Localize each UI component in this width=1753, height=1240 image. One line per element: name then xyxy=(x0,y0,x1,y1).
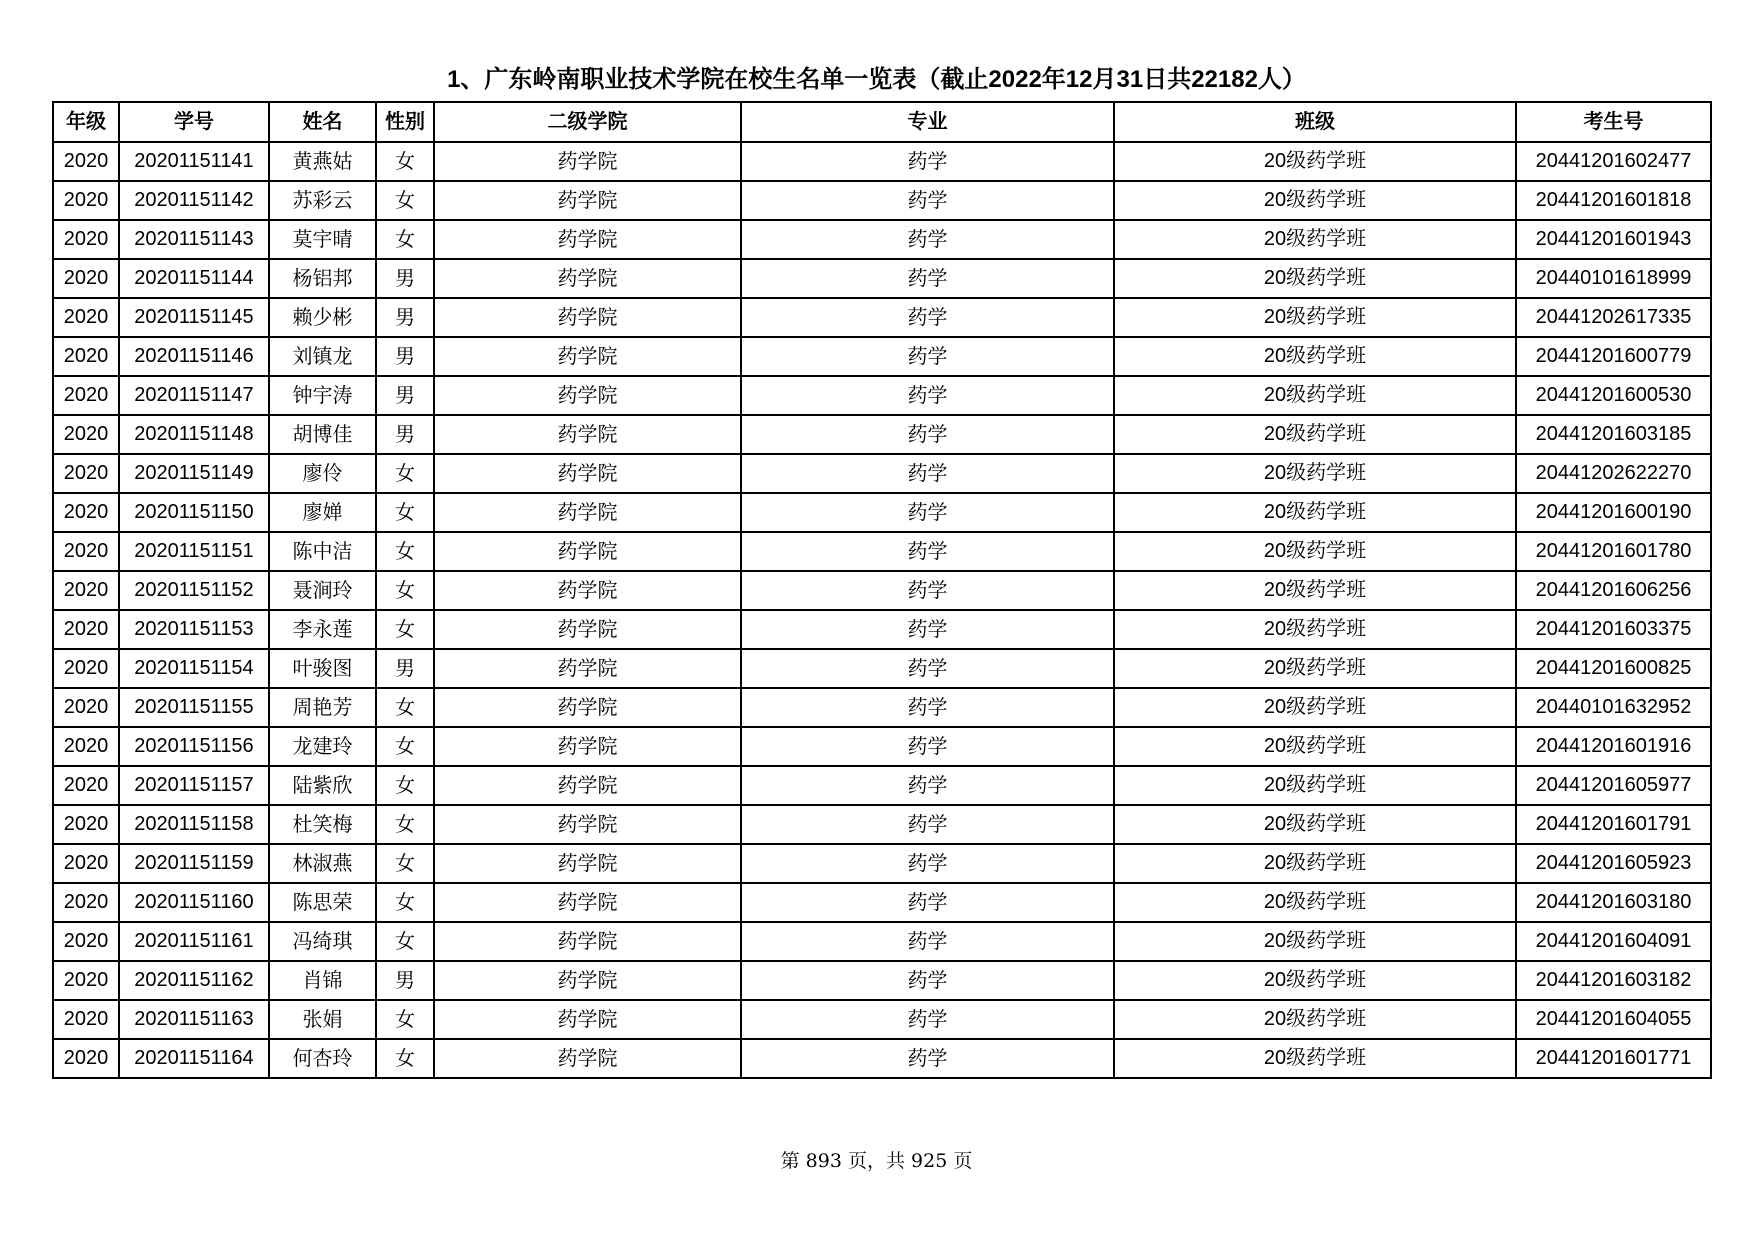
student-id-cell: 20201151162 xyxy=(119,961,269,1000)
name-cell: 黄燕姑 xyxy=(269,142,376,181)
gender-cell: 女 xyxy=(376,1000,434,1039)
class-cell: 20级药学班 xyxy=(1114,181,1516,220)
gender-cell: 女 xyxy=(376,493,434,532)
major-cell: 药学 xyxy=(741,298,1114,337)
student-id-cell: 20201151159 xyxy=(119,844,269,883)
student-id-cell: 20201151155 xyxy=(119,688,269,727)
major-cell: 药学 xyxy=(741,220,1114,259)
name-cell: 莫宇晴 xyxy=(269,220,376,259)
student-id-cell: 20201151157 xyxy=(119,766,269,805)
college-cell: 药学院 xyxy=(434,142,741,181)
major-cell: 药学 xyxy=(741,532,1114,571)
college-cell: 药学院 xyxy=(434,961,741,1000)
header-major: 专业 xyxy=(741,102,1114,142)
exam-number-cell: 20441201601818 xyxy=(1516,181,1711,220)
grade-cell: 2020 xyxy=(53,259,119,298)
table-row xyxy=(53,142,1711,181)
gender-cell: 女 xyxy=(376,454,434,493)
grade-cell: 2020 xyxy=(53,337,119,376)
class-cell: 20级药学班 xyxy=(1114,493,1516,532)
table-row xyxy=(53,961,1711,1000)
class-cell: 20级药学班 xyxy=(1114,532,1516,571)
college-cell: 药学院 xyxy=(434,571,741,610)
header-student-id: 学号 xyxy=(119,102,269,142)
grade-cell: 2020 xyxy=(53,649,119,688)
class-cell: 20级药学班 xyxy=(1114,259,1516,298)
major-cell: 药学 xyxy=(741,649,1114,688)
student-id-cell: 20201151142 xyxy=(119,181,269,220)
table-row xyxy=(53,688,1711,727)
table-row xyxy=(53,1039,1711,1078)
name-cell: 周艳芳 xyxy=(269,688,376,727)
table-header-row xyxy=(53,102,1711,142)
exam-number-cell: 20441201601943 xyxy=(1516,220,1711,259)
gender-cell: 女 xyxy=(376,727,434,766)
exam-number-cell: 20441201603375 xyxy=(1516,610,1711,649)
gender-cell: 女 xyxy=(376,688,434,727)
class-cell: 20级药学班 xyxy=(1114,376,1516,415)
gender-cell: 男 xyxy=(376,649,434,688)
gender-cell: 女 xyxy=(376,766,434,805)
student-id-cell: 20201151158 xyxy=(119,805,269,844)
exam-number-cell: 20441201604091 xyxy=(1516,922,1711,961)
college-cell: 药学院 xyxy=(434,337,741,376)
college-cell: 药学院 xyxy=(434,454,741,493)
gender-cell: 男 xyxy=(376,259,434,298)
college-cell: 药学院 xyxy=(434,298,741,337)
table-row xyxy=(53,727,1711,766)
major-cell: 药学 xyxy=(741,181,1114,220)
exam-number-cell: 20441201602477 xyxy=(1516,142,1711,181)
grade-cell: 2020 xyxy=(53,493,119,532)
major-cell: 药学 xyxy=(741,1000,1114,1039)
gender-cell: 女 xyxy=(376,844,434,883)
name-cell: 廖伶 xyxy=(269,454,376,493)
student-id-cell: 20201151141 xyxy=(119,142,269,181)
college-cell: 药学院 xyxy=(434,259,741,298)
name-cell: 龙建玲 xyxy=(269,727,376,766)
class-cell: 20级药学班 xyxy=(1114,298,1516,337)
gender-cell: 女 xyxy=(376,142,434,181)
exam-number-cell: 20441201601916 xyxy=(1516,727,1711,766)
exam-number-cell: 20441201600190 xyxy=(1516,493,1711,532)
exam-number-cell: 20441201600530 xyxy=(1516,376,1711,415)
name-cell: 杨铝邦 xyxy=(269,259,376,298)
student-id-cell: 20201151152 xyxy=(119,571,269,610)
gender-cell: 男 xyxy=(376,415,434,454)
exam-number-cell: 20440101632952 xyxy=(1516,688,1711,727)
grade-cell: 2020 xyxy=(53,142,119,181)
name-cell: 陆紫欣 xyxy=(269,766,376,805)
grade-cell: 2020 xyxy=(53,1039,119,1078)
gender-cell: 男 xyxy=(376,298,434,337)
gender-cell: 女 xyxy=(376,571,434,610)
gender-cell: 男 xyxy=(376,337,434,376)
grade-cell: 2020 xyxy=(53,220,119,259)
name-cell: 叶骏图 xyxy=(269,649,376,688)
gender-cell: 女 xyxy=(376,1039,434,1078)
class-cell: 20级药学班 xyxy=(1114,610,1516,649)
grade-cell: 2020 xyxy=(53,181,119,220)
student-id-cell: 20201151144 xyxy=(119,259,269,298)
name-cell: 陈中洁 xyxy=(269,532,376,571)
header-grade: 年级 xyxy=(53,102,119,142)
header-name: 姓名 xyxy=(269,102,376,142)
major-cell: 药学 xyxy=(741,610,1114,649)
class-cell: 20级药学班 xyxy=(1114,220,1516,259)
college-cell: 药学院 xyxy=(434,1000,741,1039)
name-cell: 冯绮琪 xyxy=(269,922,376,961)
gender-cell: 女 xyxy=(376,883,434,922)
major-cell: 药学 xyxy=(741,1039,1114,1078)
table-row xyxy=(53,493,1711,532)
grade-cell: 2020 xyxy=(53,454,119,493)
college-cell: 药学院 xyxy=(434,688,741,727)
grade-cell: 2020 xyxy=(53,727,119,766)
college-cell: 药学院 xyxy=(434,376,741,415)
grade-cell: 2020 xyxy=(53,415,119,454)
college-cell: 药学院 xyxy=(434,922,741,961)
major-cell: 药学 xyxy=(741,415,1114,454)
student-id-cell: 20201151147 xyxy=(119,376,269,415)
major-cell: 药学 xyxy=(741,259,1114,298)
college-cell: 药学院 xyxy=(434,766,741,805)
table-row xyxy=(53,610,1711,649)
table-row xyxy=(53,883,1711,922)
major-cell: 药学 xyxy=(741,727,1114,766)
college-cell: 药学院 xyxy=(434,844,741,883)
major-cell: 药学 xyxy=(741,493,1114,532)
grade-cell: 2020 xyxy=(53,298,119,337)
grade-cell: 2020 xyxy=(53,883,119,922)
major-cell: 药学 xyxy=(741,805,1114,844)
grade-cell: 2020 xyxy=(53,844,119,883)
table-row xyxy=(53,532,1711,571)
name-cell: 杜笑梅 xyxy=(269,805,376,844)
table-row xyxy=(53,454,1711,493)
grade-cell: 2020 xyxy=(53,376,119,415)
grade-cell: 2020 xyxy=(53,532,119,571)
college-cell: 药学院 xyxy=(434,181,741,220)
grade-cell: 2020 xyxy=(53,571,119,610)
college-cell: 药学院 xyxy=(434,727,741,766)
grade-cell: 2020 xyxy=(53,610,119,649)
table-row xyxy=(53,337,1711,376)
exam-number-cell: 20441201604055 xyxy=(1516,1000,1711,1039)
class-cell: 20级药学班 xyxy=(1114,142,1516,181)
class-cell: 20级药学班 xyxy=(1114,649,1516,688)
exam-number-cell: 20441201600779 xyxy=(1516,337,1711,376)
exam-number-cell: 20441201603185 xyxy=(1516,415,1711,454)
table-row xyxy=(53,922,1711,961)
table-row xyxy=(53,805,1711,844)
table-row xyxy=(53,259,1711,298)
college-cell: 药学院 xyxy=(434,220,741,259)
college-cell: 药学院 xyxy=(434,805,741,844)
student-id-cell: 20201151156 xyxy=(119,727,269,766)
student-id-cell: 20201151145 xyxy=(119,298,269,337)
gender-cell: 女 xyxy=(376,610,434,649)
gender-cell: 女 xyxy=(376,220,434,259)
class-cell: 20级药学班 xyxy=(1114,883,1516,922)
college-cell: 药学院 xyxy=(434,610,741,649)
major-cell: 药学 xyxy=(741,454,1114,493)
page-footer: 第 893 页，共 925 页 xyxy=(780,1150,973,1172)
student-id-cell: 20201151160 xyxy=(119,883,269,922)
major-cell: 药学 xyxy=(741,688,1114,727)
table-row xyxy=(53,571,1711,610)
name-cell: 李永莲 xyxy=(269,610,376,649)
table-row xyxy=(53,844,1711,883)
student-id-cell: 20201151161 xyxy=(119,922,269,961)
major-cell: 药学 xyxy=(741,337,1114,376)
class-cell: 20级药学班 xyxy=(1114,727,1516,766)
exam-number-cell: 20441201605977 xyxy=(1516,766,1711,805)
header-college: 二级学院 xyxy=(434,102,741,142)
name-cell: 肖锦 xyxy=(269,961,376,1000)
exam-number-cell: 20441201603182 xyxy=(1516,961,1711,1000)
name-cell: 苏彩云 xyxy=(269,181,376,220)
name-cell: 胡博佳 xyxy=(269,415,376,454)
name-cell: 钟宇涛 xyxy=(269,376,376,415)
college-cell: 药学院 xyxy=(434,493,741,532)
table-body xyxy=(53,142,1711,1078)
name-cell: 廖婵 xyxy=(269,493,376,532)
college-cell: 药学院 xyxy=(434,883,741,922)
college-cell: 药学院 xyxy=(434,532,741,571)
class-cell: 20级药学班 xyxy=(1114,961,1516,1000)
class-cell: 20级药学班 xyxy=(1114,1039,1516,1078)
name-cell: 刘镇龙 xyxy=(269,337,376,376)
student-id-cell: 20201151154 xyxy=(119,649,269,688)
table-row xyxy=(53,220,1711,259)
student-id-cell: 20201151163 xyxy=(119,1000,269,1039)
exam-number-cell: 20440101618999 xyxy=(1516,259,1711,298)
name-cell: 何杏玲 xyxy=(269,1039,376,1078)
major-cell: 药学 xyxy=(741,922,1114,961)
grade-cell: 2020 xyxy=(53,688,119,727)
major-cell: 药学 xyxy=(741,961,1114,1000)
college-cell: 药学院 xyxy=(434,1039,741,1078)
table-row xyxy=(53,649,1711,688)
gender-cell: 女 xyxy=(376,532,434,571)
student-id-cell: 20201151148 xyxy=(119,415,269,454)
gender-cell: 男 xyxy=(376,961,434,1000)
student-id-cell: 20201151143 xyxy=(119,220,269,259)
student-id-cell: 20201151150 xyxy=(119,493,269,532)
name-cell: 林淑燕 xyxy=(269,844,376,883)
exam-number-cell: 20441202622270 xyxy=(1516,454,1711,493)
college-cell: 药学院 xyxy=(434,415,741,454)
class-cell: 20级药学班 xyxy=(1114,1000,1516,1039)
major-cell: 药学 xyxy=(741,376,1114,415)
major-cell: 药学 xyxy=(741,844,1114,883)
class-cell: 20级药学班 xyxy=(1114,844,1516,883)
student-id-cell: 20201151146 xyxy=(119,337,269,376)
exam-number-cell: 20441201601771 xyxy=(1516,1039,1711,1078)
grade-cell: 2020 xyxy=(53,805,119,844)
class-cell: 20级药学班 xyxy=(1114,688,1516,727)
grade-cell: 2020 xyxy=(53,1000,119,1039)
student-id-cell: 20201151153 xyxy=(119,610,269,649)
document-title: 1、广东岭南职业技术学院在校生名单一览表（截止2022年12月31日共22182人） xyxy=(447,66,1306,93)
name-cell: 赖少彬 xyxy=(269,298,376,337)
exam-number-cell: 20441201603180 xyxy=(1516,883,1711,922)
table-row xyxy=(53,298,1711,337)
college-cell: 药学院 xyxy=(434,649,741,688)
table-row xyxy=(53,181,1711,220)
class-cell: 20级药学班 xyxy=(1114,415,1516,454)
table-row xyxy=(53,766,1711,805)
class-cell: 20级药学班 xyxy=(1114,922,1516,961)
class-cell: 20级药学班 xyxy=(1114,454,1516,493)
exam-number-cell: 20441201606256 xyxy=(1516,571,1711,610)
class-cell: 20级药学班 xyxy=(1114,337,1516,376)
gender-cell: 男 xyxy=(376,376,434,415)
gender-cell: 女 xyxy=(376,805,434,844)
name-cell: 聂涧玲 xyxy=(269,571,376,610)
grade-cell: 2020 xyxy=(53,922,119,961)
student-id-cell: 20201151149 xyxy=(119,454,269,493)
gender-cell: 女 xyxy=(376,181,434,220)
header-class: 班级 xyxy=(1114,102,1516,142)
header-gender: 性别 xyxy=(376,102,434,142)
table-row xyxy=(53,376,1711,415)
exam-number-cell: 20441201601791 xyxy=(1516,805,1711,844)
table-row xyxy=(53,415,1711,454)
student-id-cell: 20201151164 xyxy=(119,1039,269,1078)
major-cell: 药学 xyxy=(741,766,1114,805)
name-cell: 张娟 xyxy=(269,1000,376,1039)
grade-cell: 2020 xyxy=(53,961,119,1000)
table-row xyxy=(53,1000,1711,1039)
exam-number-cell: 20441201601780 xyxy=(1516,532,1711,571)
grade-cell: 2020 xyxy=(53,766,119,805)
major-cell: 药学 xyxy=(741,571,1114,610)
class-cell: 20级药学班 xyxy=(1114,766,1516,805)
name-cell: 陈思荣 xyxy=(269,883,376,922)
exam-number-cell: 20441202617335 xyxy=(1516,298,1711,337)
class-cell: 20级药学班 xyxy=(1114,805,1516,844)
exam-number-cell: 20441201600825 xyxy=(1516,649,1711,688)
major-cell: 药学 xyxy=(741,142,1114,181)
student-roster-table xyxy=(52,101,1712,1079)
class-cell: 20级药学班 xyxy=(1114,571,1516,610)
header-exam-number: 考生号 xyxy=(1516,102,1711,142)
gender-cell: 女 xyxy=(376,922,434,961)
exam-number-cell: 20441201605923 xyxy=(1516,844,1711,883)
major-cell: 药学 xyxy=(741,883,1114,922)
student-id-cell: 20201151151 xyxy=(119,532,269,571)
